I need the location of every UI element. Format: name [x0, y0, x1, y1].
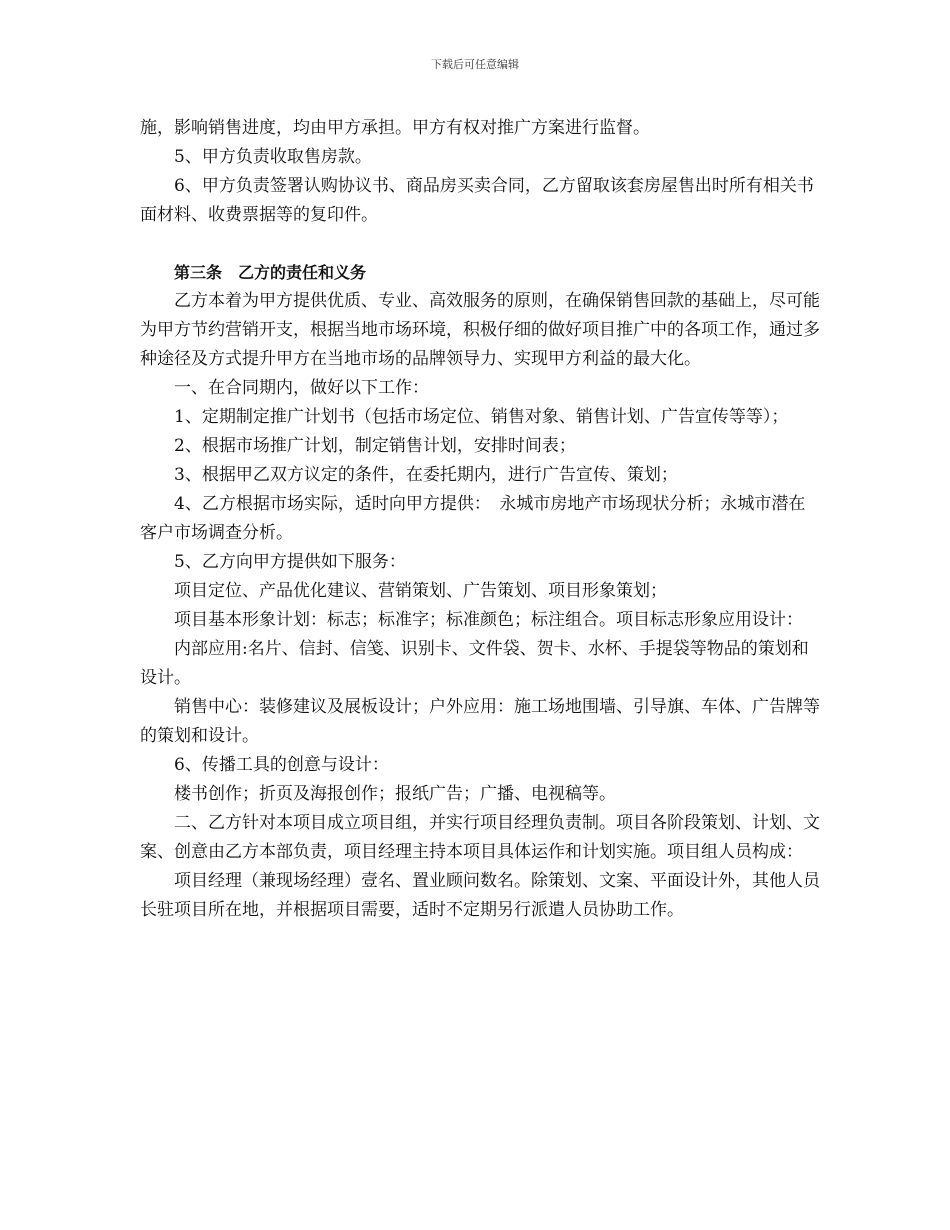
paragraph: 项目定位、产品优化建议、营销策划、广告策划、项目形象策划； — [174, 581, 667, 601]
paragraph: 5、甲方负责收取售房款。 — [174, 147, 372, 167]
paragraph: 2、根据市场推广计划，制定销售计划，安排时间表； — [174, 436, 576, 456]
document-body — [140, 114, 820, 925]
paragraph: 楼书创作；折页及海报创作；报纸广告；广播、电视稿等。 — [174, 784, 616, 804]
section-title: 第三条 乙方的责任和义务 — [174, 263, 367, 282]
paragraph: 二、乙方针对本项目成立项目组，并实行项目经理负责制。项目各阶段策划、计划、文案、创意由乙方本部负责，项目经理主持本项目具体运作和计划实施。项目组人员构成： — [140, 813, 820, 862]
page-header: 下载后可任意编辑 — [431, 58, 519, 71]
paragraph: 一、在合同期内，做好以下工作： — [174, 378, 429, 398]
paragraph: 内部应用:名片、信封、信笺、识别卡、文件袋、贺卡、水杯、手提袋等物品的策划和设计。 — [140, 639, 809, 688]
paragraph: 4、乙方根据市场实际，适时向甲方提供： 永城市房地产市场现状分析；永城市潜在客户市场调查分析。 — [140, 494, 806, 543]
paragraph: 乙方本着为甲方提供优质、专业、高效服务的原则，在确保销售回款的基础上，尽可能为甲方节约营销开支，根据当地市场环境，积极仔细的做好项目推广中的各项工作，通过多种途径及方式提升甲方在当地市场的品牌领导力、实现甲方利益的最大化。 — [140, 291, 820, 369]
paragraph: 6、甲方负责签署认购协议书、商品房买卖合同，乙方留取该套房屋售出时所有相关书面材料、收费票据等的复印件。 — [140, 176, 814, 225]
paragraph: 项目经理（兼现场经理）壹名、置业顾问数名。除策划、文案、平面设计外，其他人员长驻项目所在地，并根据项目需要，适时不定期另行派遣人员协助工作。 — [140, 871, 820, 920]
paragraph: 销售中心：装修建议及展板设计；户外应用：施工场地围墙、引导旗、车体、广告牌等的策划和设计。 — [140, 697, 820, 746]
paragraph: 1、定期制定推广计划书（包括市场定位、销售对象、销售计划、广告宣传等等）； — [174, 407, 789, 427]
paragraph: 5、乙方向甲方提供如下服务： — [174, 552, 406, 572]
paragraph: 项目基本形象计划：标志；标准字；标准颜色；标注组合。项目标志形象应用设计： — [174, 610, 803, 630]
paragraph: 施，影响销售进度，均由甲方承担。甲方有权对推广方案进行监督。 — [140, 118, 650, 138]
paragraph: 6、传播工具的创意与设计： — [174, 755, 389, 775]
paragraph: 3、根据甲乙双方议定的条件，在委托期内，进行广告宣传、策划； — [174, 465, 678, 485]
